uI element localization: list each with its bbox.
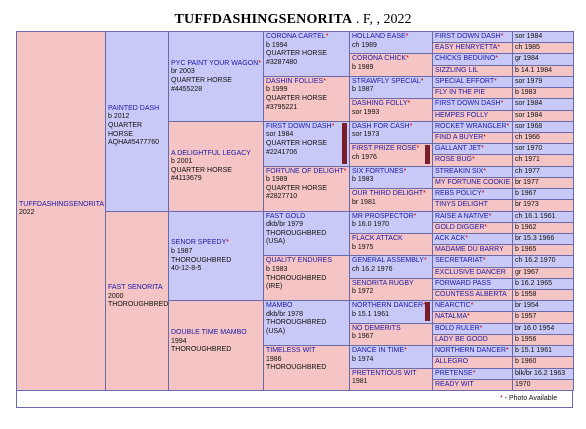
horse-detail: sor 1993 xyxy=(352,108,380,116)
horse-name-link[interactable]: EXCLUSIVE DANCER xyxy=(435,268,506,276)
horse-name-link[interactable]: SIX FORTUNES xyxy=(352,167,404,175)
horse-name-link[interactable]: MAMBO xyxy=(266,302,293,310)
horse-detail: #3795221 xyxy=(266,103,298,111)
horse-name-link[interactable]: NORTHERN DANCER xyxy=(352,302,424,310)
horse-detail: b 1989 xyxy=(266,176,288,184)
horse-detail: gr 1984 xyxy=(515,55,539,63)
horse-detail: ch 16.2 1970 xyxy=(515,257,556,265)
horse-detail: br 1954 xyxy=(515,302,539,310)
horse-detail: blk/br 16.2 1963 xyxy=(515,369,566,377)
horse-detail: sor 1984 xyxy=(266,131,294,139)
photo-star: * xyxy=(481,145,484,153)
horse-name-link[interactable]: MR PROSPECTOR xyxy=(352,212,414,220)
horse-name-link[interactable]: FLACK ATTACK xyxy=(352,234,403,242)
photo-star: * xyxy=(405,33,409,40)
gen4-cell xyxy=(349,255,433,278)
horse-detail: br 2003 xyxy=(171,68,195,76)
photo-star: * xyxy=(409,122,413,130)
horse-detail: sor 1984 xyxy=(515,111,543,119)
horse-detail: b 14.1 1984 xyxy=(515,66,552,74)
photo-star: * xyxy=(497,44,500,52)
horse-name-link[interactable]: ROSE BUG xyxy=(435,156,472,164)
gen3-cell xyxy=(263,31,350,77)
photo-star: * xyxy=(481,190,485,198)
horse-name-link[interactable]: GOLD DIGGER xyxy=(435,223,485,231)
horse-detail: THOROUGHBRED xyxy=(266,319,327,327)
horse-name-link[interactable]: SENOR SPEEDY xyxy=(171,239,227,247)
horse-name-link[interactable]: DASH FOR CASH xyxy=(352,122,410,130)
horse-detail: b 1975 xyxy=(352,243,374,251)
horse-detail: QUARTER HORSE xyxy=(266,184,327,192)
photo-star: * xyxy=(420,77,424,85)
horse-name-link[interactable]: FAST SENORITA xyxy=(108,284,163,292)
gen1-cell xyxy=(105,211,169,392)
photo-star: * xyxy=(423,257,427,265)
photo-star: * xyxy=(471,156,475,164)
photo-star: * xyxy=(416,145,420,153)
horse-name-link[interactable]: PAINTED DASH xyxy=(108,104,160,112)
gen2-cell xyxy=(168,121,264,212)
horse-detail: dkb/br 1979 xyxy=(266,221,303,229)
gen4-cell xyxy=(349,143,433,166)
gen2-cell xyxy=(168,211,264,302)
subject-name[interactable]: TUFFDASHINGSENORITA xyxy=(19,200,105,208)
gen4-cell xyxy=(349,166,433,189)
horse-detail: ch 1976 xyxy=(352,153,377,161)
horse-name-link[interactable]: DANCE IN TIME xyxy=(352,347,404,355)
horse-detail: b 1960 xyxy=(515,358,537,366)
horse-detail: THOROUGHBRED xyxy=(266,274,327,282)
horse-name-link[interactable]: CORONA CARTEL xyxy=(266,33,326,40)
horse-detail: ch 1989 xyxy=(352,41,377,49)
horse-name-link[interactable]: TIMELESS WIT xyxy=(266,347,316,355)
horse-name-link[interactable]: STREAKIN SIX xyxy=(435,167,484,175)
horse-name-link[interactable]: NEARCTIC xyxy=(435,302,471,310)
gen4-cell xyxy=(349,368,433,391)
horse-name-link[interactable]: COUNTESS ALBERTA xyxy=(435,291,507,299)
photo-star: * xyxy=(226,239,229,247)
photo-star: * xyxy=(467,313,470,321)
horse-detail: b 1965 xyxy=(515,246,537,254)
horse-detail: b 1956 xyxy=(515,335,537,343)
horse-detail: b 1994 xyxy=(266,41,288,49)
photo-star: * xyxy=(406,55,409,63)
horse-detail: b 16.2 1965 xyxy=(515,279,552,287)
horse-detail: br 1981 xyxy=(352,198,376,206)
horse-name-link[interactable]: FIRST DOWN DASH xyxy=(435,100,501,108)
horse-name-link[interactable]: QUALITY ENDURES xyxy=(266,257,332,265)
gen3-cell xyxy=(263,211,350,257)
horse-name-link[interactable]: ALLEGRO xyxy=(435,358,469,366)
horse-name-link[interactable]: ROCKET WRANGLER xyxy=(435,122,507,130)
horse-detail: b 1999 xyxy=(266,86,288,94)
horse-detail: b 15.1 1961 xyxy=(515,347,552,355)
horse-detail: b 1967 xyxy=(352,333,374,341)
gen1-cell xyxy=(105,31,169,212)
horse-name-link[interactable]: SIZZLING LIL xyxy=(435,66,479,74)
horse-detail: QUARTER HORSE xyxy=(171,166,232,174)
horse-detail: 2000 xyxy=(108,292,124,300)
horse-detail: QUARTER HORSE xyxy=(171,77,232,85)
horse-name-link[interactable]: DASHIN FOLLIES xyxy=(266,77,324,85)
horse-detail: ch 16.1 1961 xyxy=(515,212,556,220)
subject-cell xyxy=(16,31,106,391)
inbreeding-marker xyxy=(425,302,430,320)
horse-detail: ch 16.2 1976 xyxy=(352,265,393,273)
horse-detail: br 16.0 1954 xyxy=(515,324,555,332)
horse-detail: #2827710 xyxy=(266,193,298,201)
horse-detail: b 1974 xyxy=(352,355,374,363)
horse-detail: THOROUGHBRED xyxy=(171,346,232,354)
photo-star: * xyxy=(325,33,329,40)
photo-star: * xyxy=(482,257,486,265)
gen3-cell xyxy=(263,121,350,167)
horse-detail: sor 1973 xyxy=(352,131,380,139)
gen4-cell xyxy=(349,345,433,368)
photo-star: * xyxy=(470,302,474,310)
gen4-cell xyxy=(349,278,433,301)
horse-name-link[interactable]: FIRST DOWN DASH xyxy=(435,33,501,40)
photo-star: * xyxy=(483,133,486,141)
horse-name-link[interactable]: NORTHERN DANCER xyxy=(435,347,507,355)
horse-detail: 1981 xyxy=(352,378,368,386)
horse-name-link[interactable]: GENERAL ASSEMBLY xyxy=(352,257,424,265)
gen4-cell xyxy=(349,211,433,234)
horse-detail: b 1972 xyxy=(352,288,374,296)
horse-detail: ch 1966 xyxy=(515,133,540,141)
horse-detail: QUARTER HORSE xyxy=(266,50,327,58)
inbreeding-marker xyxy=(425,145,430,163)
horse-name-link[interactable]: HOLLAND EASE xyxy=(352,33,406,40)
horse-detail: THOROUGHBRED xyxy=(108,301,169,309)
horse-name-link[interactable]: FLY IN THE PIE xyxy=(435,89,486,97)
horse-name-link[interactable]: TINYS DELIGHT xyxy=(435,201,488,209)
horse-name-link[interactable]: A DELIGHTFUL LEGACY xyxy=(171,149,251,157)
horse-detail: b 1987 xyxy=(171,247,193,255)
horse-detail: br 15.3 1966 xyxy=(515,234,555,242)
horse-name-link[interactable]: CORONA CHICK xyxy=(352,55,407,63)
photo-star: * xyxy=(331,122,335,130)
horse-detail: b 1962 xyxy=(515,223,537,231)
gen4-cell xyxy=(349,300,433,323)
horse-name-link[interactable]: DASHING FOLLY xyxy=(352,100,408,108)
page-title: TUFFDASHINGSENORITA . F, , 2022 xyxy=(174,12,412,27)
horse-detail: #2241706 xyxy=(266,148,298,156)
gen4-cell xyxy=(349,76,433,99)
horse-detail: THOROUGHBRED xyxy=(171,256,232,264)
horse-detail: br 1977 xyxy=(515,178,539,186)
photo-star: * xyxy=(403,167,407,175)
horse-detail: AQHA#5477760 xyxy=(108,139,159,147)
gen4-cell xyxy=(349,53,433,76)
photo-star: * xyxy=(483,167,486,175)
horse-detail: THOROUGHBRED xyxy=(266,364,327,372)
horse-name-link[interactable]: EASY HENRYETTA xyxy=(435,44,498,52)
photo-star: * xyxy=(506,122,510,130)
horse-detail: dkb/br 1978 xyxy=(266,310,303,318)
horse-detail: (IRE) xyxy=(266,283,283,291)
horse-name-link[interactable]: OUR THIRD DELIGHT xyxy=(352,190,424,198)
subject-year: 2022 xyxy=(19,209,35,217)
horse-detail: b 16.0 1970 xyxy=(352,221,389,229)
horse-detail: b 1967 xyxy=(515,190,537,198)
gen4-cell xyxy=(349,98,433,121)
gen2-cell xyxy=(168,300,264,391)
horse-name-link[interactable]: DOUBLE TIME MAMBO xyxy=(171,329,247,337)
horse-name-link[interactable]: FIND A BUYER xyxy=(435,133,484,141)
photo-star: * xyxy=(494,77,497,85)
horse-name-link[interactable]: NO DEMERITS xyxy=(352,324,401,332)
horse-name-link[interactable]: GALLANT JET xyxy=(435,145,482,153)
horse-detail: 1994 xyxy=(171,337,187,345)
horse-name-link[interactable]: FORWARD PASS xyxy=(435,279,491,287)
horse-name-link[interactable]: FORTUNE OF DELIGHT xyxy=(266,167,344,175)
horse-detail: sor 1968 xyxy=(515,122,543,130)
horse-detail: 40-12-8-5 xyxy=(171,265,202,273)
horse-name-link[interactable]: HEMPES FOLLY xyxy=(435,111,489,119)
horse-detail: (USA) xyxy=(266,328,286,336)
gen3-cell xyxy=(263,166,350,212)
horse-detail: QUARTER HORSE xyxy=(108,121,143,138)
horse-detail: b 1983 xyxy=(352,176,374,184)
horse-detail: ch 1971 xyxy=(515,156,540,164)
photo-star: * xyxy=(423,190,426,198)
horse-name-link[interactable]: PRETENTIOUS WIT xyxy=(352,369,417,377)
gen4-cell xyxy=(349,31,433,54)
gen4-cell xyxy=(349,121,433,144)
horse-name-link[interactable]: READY WIT xyxy=(435,380,474,388)
horse-detail: QUARTER HORSE xyxy=(266,95,327,103)
horse-detail: #4455228 xyxy=(171,85,203,93)
horse-name-link[interactable]: BOLD RULER xyxy=(435,324,480,332)
horse-detail: b 1957 xyxy=(515,313,537,321)
horse-detail: ch 1985 xyxy=(515,44,540,52)
photo-star: * xyxy=(500,33,504,40)
horse-detail: #4113679 xyxy=(171,175,202,183)
horse-detail: sor 1979 xyxy=(515,77,543,85)
horse-name-link[interactable]: CHICKS BEDUINO xyxy=(435,55,496,63)
horse-name-link[interactable]: REBS POLICY xyxy=(435,190,482,198)
horse-detail: b 1987 xyxy=(352,86,374,94)
horse-name-link[interactable]: SENORITA RUGBY xyxy=(352,279,414,287)
horse-detail: QUARTER HORSE xyxy=(266,139,327,147)
horse-detail: ch 1977 xyxy=(515,167,540,175)
horse-detail: b 1989 xyxy=(352,64,374,72)
horse-detail: sor 1984 xyxy=(515,100,543,108)
horse-name-link[interactable]: PRETENSE xyxy=(435,369,473,377)
horse-name-link[interactable]: MADAME DU BARRY xyxy=(435,246,504,254)
horse-name-link[interactable]: FAST GOLD xyxy=(266,212,306,220)
photo-star: * xyxy=(323,77,326,85)
gen4-cell xyxy=(349,188,433,211)
horse-name-link[interactable]: MY FORTUNE COOKIE xyxy=(435,178,511,186)
photo-star: * xyxy=(258,59,261,67)
photo-star: * xyxy=(413,212,417,220)
horse-detail: b 2012 xyxy=(108,113,130,121)
gen3-cell xyxy=(263,300,350,346)
horse-name-link[interactable]: LADY BE GOOD xyxy=(435,335,488,343)
photo-star: * xyxy=(407,100,411,108)
horse-name-link[interactable]: RAISE A NATIVE xyxy=(435,212,489,220)
gen3-cell xyxy=(263,255,350,301)
horse-name-link[interactable]: ACK ACK xyxy=(435,234,466,242)
photo-star: * xyxy=(472,369,476,377)
gen4-cell xyxy=(349,233,433,256)
legend-row xyxy=(16,390,573,408)
photo-star: * xyxy=(484,223,488,231)
horse-name-link[interactable]: NATALMA xyxy=(435,313,468,321)
photo-star: * xyxy=(465,234,469,242)
horse-detail: sor 1984 xyxy=(515,33,543,40)
horse-name-link[interactable]: SECRETARIAT xyxy=(435,257,483,265)
photo-star: * xyxy=(506,347,509,355)
horse-detail: 1986 xyxy=(266,355,282,363)
inbreeding-marker xyxy=(342,123,347,164)
photo-star: * xyxy=(500,100,504,108)
gen4-cell xyxy=(349,323,433,346)
horse-name-link[interactable]: FIRST DOWN DASH xyxy=(266,122,332,130)
horse-detail: b 15.1 1961 xyxy=(352,310,389,318)
horse-detail: b 1983 xyxy=(515,89,537,97)
photo-star: * xyxy=(404,347,407,355)
photo-star: * xyxy=(479,324,483,332)
horse-name-link[interactable]: PYC PAINT YOUR WAGON xyxy=(171,59,259,67)
horse-detail: b 2001 xyxy=(171,158,193,166)
horse-detail: br 1973 xyxy=(515,201,539,209)
gen2-cell xyxy=(168,31,264,122)
horse-detail: gr 1967 xyxy=(515,268,539,276)
photo-star: * xyxy=(488,212,492,220)
horse-detail: THOROUGHBRED xyxy=(266,229,327,237)
horse-detail: #3287480 xyxy=(266,58,298,66)
horse-name-link[interactable]: STRAWFLY SPECIAL xyxy=(352,77,421,85)
photo-legend: * - Photo Available xyxy=(500,395,558,402)
horse-detail: sor 1970 xyxy=(515,145,543,153)
horse-detail: (USA) xyxy=(266,238,286,246)
photo-star: * xyxy=(495,55,499,63)
horse-detail: 1970 xyxy=(515,380,531,388)
photo-star: * xyxy=(343,167,347,175)
horse-detail: b 1983 xyxy=(266,265,288,273)
horse-name-link[interactable]: FIRST PRIZE ROSE xyxy=(352,145,417,153)
horse-name-link[interactable]: SPECIAL EFFORT xyxy=(435,77,495,85)
horse-detail: b 1958 xyxy=(515,291,537,299)
gen3-cell xyxy=(263,345,350,391)
gen3-cell xyxy=(263,76,350,122)
